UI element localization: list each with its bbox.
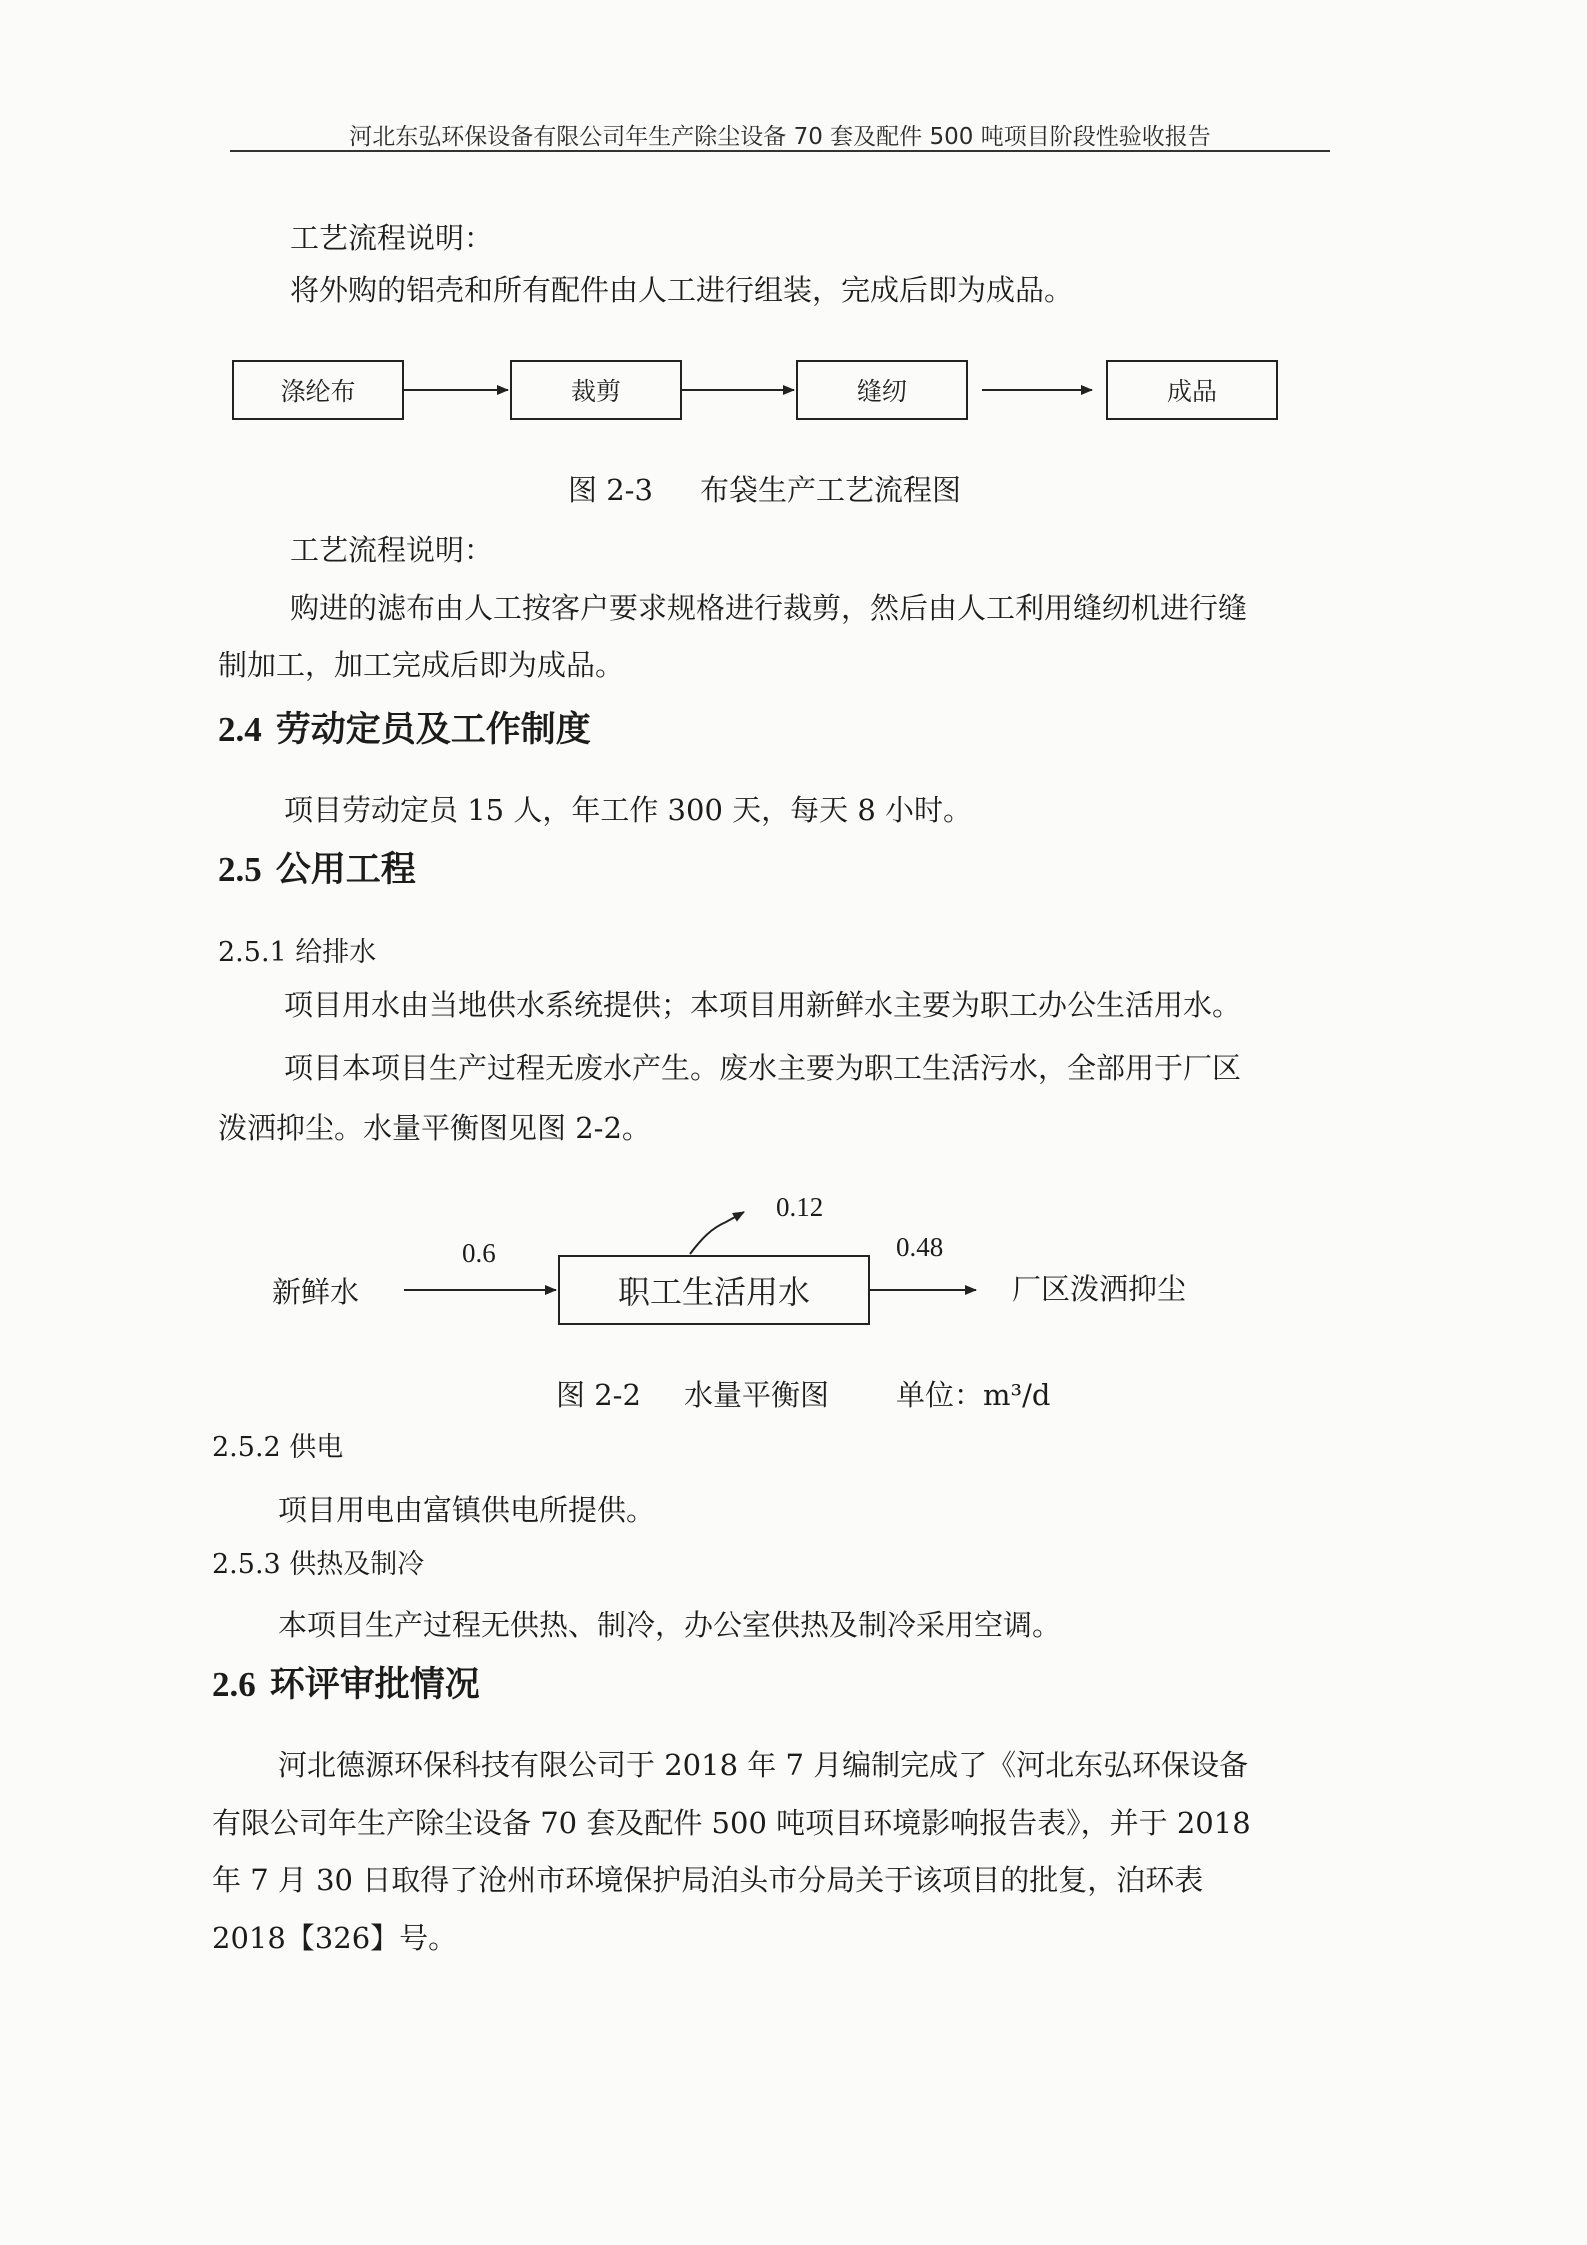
figure-2-3-caption-text: 布袋生产工艺流程图 <box>700 473 962 507</box>
section-2-5-2-text: 项目用电由富镇供电所提供。 <box>278 1493 656 1527</box>
section-2-4-heading <box>218 708 591 752</box>
section-2-5-heading <box>218 848 416 892</box>
page-header: 河北东弘环保设备有限公司年生产除尘设备 70 套及配件 500 吨项目阶段性验收报告 <box>349 124 1211 150</box>
section-2-5-2-title: 2.5.2 供电 <box>212 1432 344 1463</box>
water-source: 新鲜水 <box>272 1275 360 1309</box>
section-2-6-heading <box>212 1663 480 1707</box>
section-2-5-title: 公用工程 <box>275 849 416 890</box>
bag-process-label: 工艺流程说明： <box>290 533 494 567</box>
water-destination: 厂区泼洒抑尘 <box>1012 1272 1187 1306</box>
section-2-6-line2: 有限公司年生产除尘设备 70 套及配件 500 吨项目环境影响报告表》，并于 2018 <box>212 1806 1251 1840</box>
water-source-value: 0.6 <box>462 1238 496 1268</box>
section-2-4-num: 2.4 <box>218 710 262 749</box>
section-2-6-line3: 年 7 月 30 日取得了沧州市环境保护局泊头市分局关于该项目的批复，泊环表 <box>212 1863 1204 1897</box>
section-2-5-1-title: 2.5.1 给排水 <box>218 937 377 968</box>
water-out-value: 0.48 <box>896 1232 944 1262</box>
bag-process-line2: 制加工，加工完成后即为成品。 <box>218 648 625 682</box>
water-user-box: 职工生活用水 <box>558 1255 870 1325</box>
process-label: 工艺流程说明： <box>290 221 494 255</box>
section-2-5-3-text: 本项目生产过程无供热、制冷，办公室供热及制冷采用空调。 <box>278 1608 1062 1642</box>
section-2-5-3-title: 2.5.3 供热及制冷 <box>212 1549 425 1580</box>
figure-2-3-caption-num: 图 2-3 <box>568 473 653 507</box>
arrow-loss <box>690 1212 744 1254</box>
flow-step-product: 成品 <box>1106 360 1278 420</box>
flow-step-cutting: 裁剪 <box>510 360 682 420</box>
section-2-6-line1: 河北德源环保科技有限公司于 2018 年 7 月编制完成了《河北东弘环保设备 <box>278 1748 1249 1782</box>
process-text: 将外购的铝壳和所有配件由人工进行组装，完成后即为成品。 <box>290 273 1074 307</box>
figure-2-2-caption-text: 水量平衡图 <box>684 1378 830 1412</box>
section-2-6-line4: 2018【326】号。 <box>212 1921 458 1955</box>
section-2-6-num: 2.6 <box>212 1665 256 1704</box>
figure-2-2-unit <box>896 1375 1050 1415</box>
figure-2-2-unit-value: m³/d <box>983 1378 1051 1412</box>
figure-2-2-caption-num: 图 2-2 <box>556 1378 641 1412</box>
bag-process-line1: 购进的滤布由人工按客户要求规格进行裁剪，然后由人工利用缝纫机进行缝 <box>290 591 1248 625</box>
water-loss-value: 0.12 <box>776 1192 824 1222</box>
figure-2-2-unit-label: 单位： <box>896 1378 984 1412</box>
section-2-4-title: 劳动定员及工作制度 <box>275 709 591 750</box>
section-2-5-num: 2.5 <box>218 850 262 889</box>
section-2-6-title: 环评审批情况 <box>269 1664 480 1705</box>
flow-step-sewing: 缝纫 <box>796 360 968 420</box>
section-2-5-1-p2-line2: 泼洒抑尘。水量平衡图见图 2-2。 <box>218 1111 651 1145</box>
section-2-5-1-p2-line1: 项目本项目生产过程无废水产生。废水主要为职工生活污水，全部用于厂区 <box>284 1051 1242 1085</box>
section-2-4-text: 项目劳动定员 15 人，年工作 300 天，每天 8 小时。 <box>284 793 973 827</box>
flow-step-polyester: 涤纶布 <box>232 360 404 420</box>
section-2-5-1-p1: 项目用水由当地供水系统提供；本项目用新鲜水主要为职工办公生活用水。 <box>284 988 1242 1022</box>
